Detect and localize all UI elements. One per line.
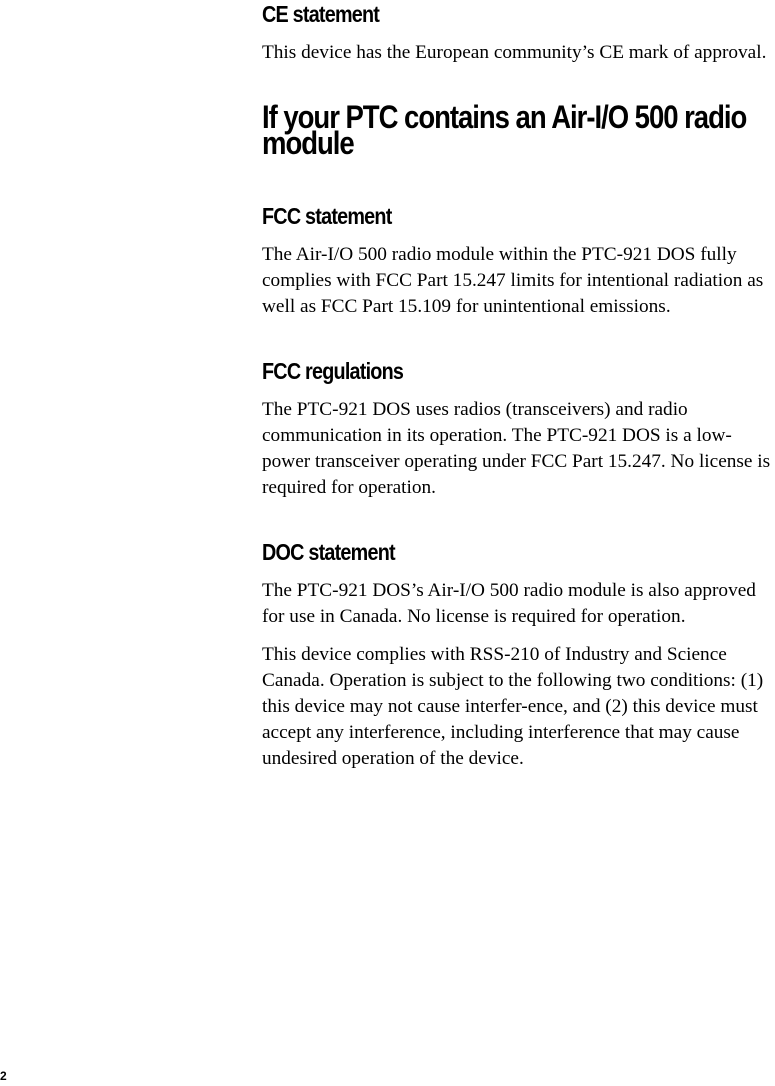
page-number: 2: [0, 1069, 7, 1083]
air-io-section-title: If your PTC contains an Air-I/O 500 radio module: [262, 99, 747, 161]
doc-statement-paragraph-1: The PTC-921 DOS’s Air-I/O 500 radio module is also approved for use in Canada. No license is required for operation.: [262, 580, 756, 627]
ce-statement-heading: CE statement: [262, 1, 380, 27]
fcc-regulations-heading: FCC regulations: [262, 358, 404, 384]
ce-statement-paragraph: This device has the European community’s CE mark of approval.: [262, 42, 767, 63]
fcc-statement-heading: FCC statement: [262, 203, 392, 229]
fcc-statement-paragraph: The Air-I/O 500 radio module within the PTC-921 DOS fully complies with FCC Part 15.247 limits for intentional radiation as well as FCC Part 15.109 for unintentional emissions.: [262, 244, 764, 317]
doc-statement-paragraph-2: This device complies with RSS-210 of Industry and Science Canada. Operation is subject to the following two conditions: (1) this device may not cause interfer-ence, and (2) this device must accept any interference, including interference that may cause undesired operation of the device.: [262, 644, 764, 769]
fcc-regulations-paragraph: The PTC-921 DOS uses radios (transceivers) and radio communication in its operation. The PTC-921 DOS is a low-power transceiver operating under FCC Part 15.247. No license is required for operation.: [262, 399, 771, 498]
doc-statement-heading: DOC statement: [262, 539, 395, 565]
document-body: [262, 0, 775, 772]
